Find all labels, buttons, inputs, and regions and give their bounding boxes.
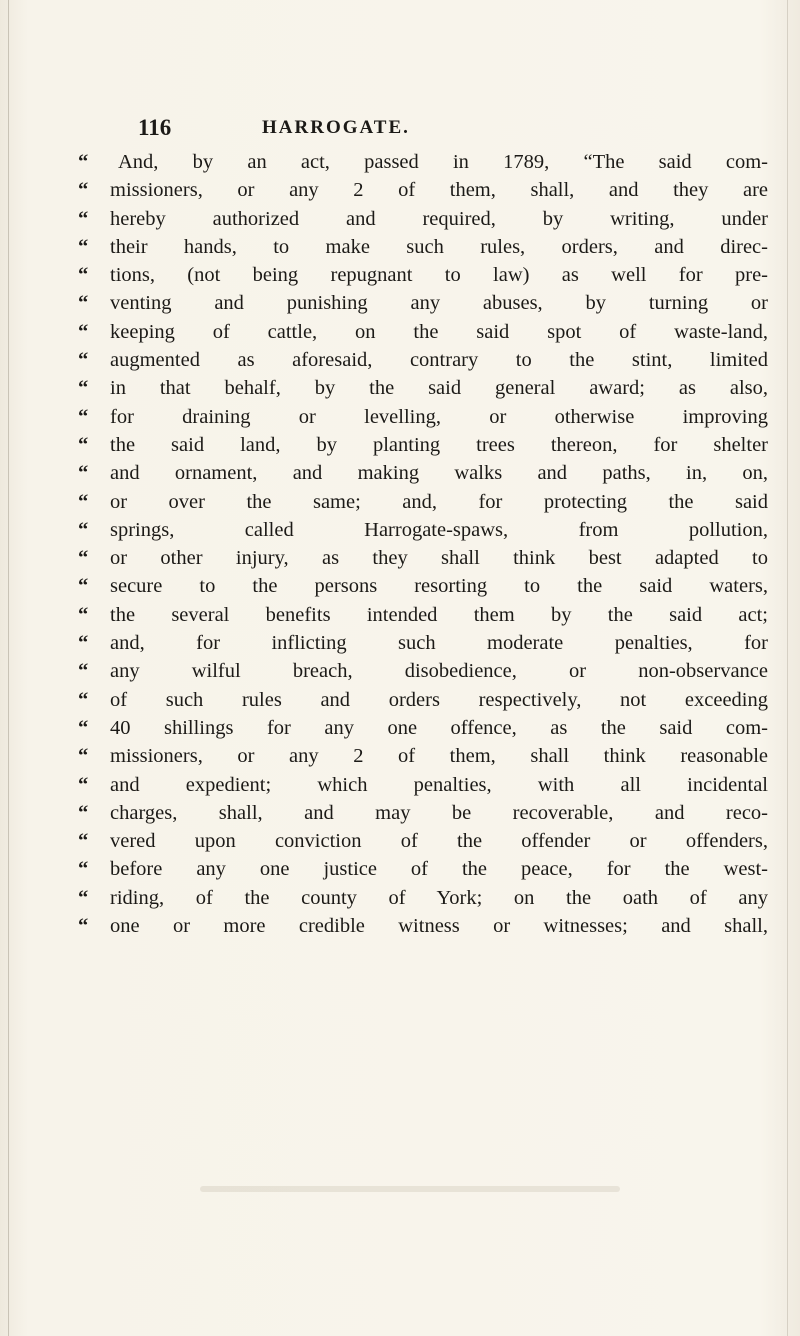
quotation-mark: “ xyxy=(78,575,89,598)
line-text: of such rules and orders respectively, not exceeding xyxy=(110,688,768,711)
text-line xyxy=(78,827,768,855)
quotation-mark: “ xyxy=(78,660,89,683)
text-line xyxy=(78,771,768,799)
text-line xyxy=(78,374,768,402)
line-text: secure to the persons resorting to the said waters, xyxy=(110,575,768,598)
quotation-mark: “ xyxy=(78,405,89,428)
text-line xyxy=(78,855,768,883)
quotation-mark: “ xyxy=(78,292,89,315)
quotation-mark: “ xyxy=(78,632,89,655)
page-left-edge xyxy=(8,0,9,1336)
line-text: or other injury, as they shall think best adapted to xyxy=(110,547,768,570)
line-text: before any one justice of the peace, for the west- xyxy=(110,858,768,881)
line-text: or over the same; and, for protecting the said xyxy=(110,490,768,513)
text-line xyxy=(78,431,768,459)
quotation-mark: “ xyxy=(78,915,89,938)
line-text: hereby authorized and required, by writing, under xyxy=(110,207,768,230)
line-text: charges, shall, and may be recoverable, and reco- xyxy=(110,801,768,824)
text-line xyxy=(78,799,768,827)
line-text: riding, of the county of York; on the oath of any xyxy=(110,886,768,909)
line-text: in that behalf, by the said general award; as also, xyxy=(110,377,768,400)
line-text: and ornament, and making walks and paths, in, on, xyxy=(110,462,768,485)
text-line xyxy=(78,488,768,516)
text-line xyxy=(78,544,768,572)
line-text: one or more credible witness or witnesses; and shall, xyxy=(110,915,768,938)
quotation-mark: “ xyxy=(78,716,89,739)
line-text: augmented as aforesaid, contrary to the stint, limited xyxy=(110,349,768,372)
text-line xyxy=(78,601,768,629)
quotation-mark: “ xyxy=(78,830,89,853)
body-text xyxy=(78,148,768,940)
quotation-mark: “ xyxy=(78,264,89,287)
quotation-mark: “ xyxy=(78,235,89,258)
line-text: and, for inflicting such moderate penalties, for xyxy=(110,632,768,655)
line-text: And, by an act, passed in 1789, “The said com- xyxy=(118,151,768,173)
quotation-mark: “ xyxy=(78,377,89,400)
quotation-mark: “ xyxy=(78,320,89,343)
line-text: tions, (not being repugnant to law) as well for pre- xyxy=(110,264,768,287)
line-text: their hands, to make such rules, orders, and direc- xyxy=(110,235,768,258)
text-line xyxy=(78,459,768,487)
line-text: missioners, or any 2 of them, shall think reasonable xyxy=(110,745,768,768)
text-line xyxy=(78,686,768,714)
quotation-mark: “ xyxy=(78,858,89,881)
quotation-mark: “ xyxy=(78,801,89,824)
line-text: 40 shillings for any one offence, as the said com- xyxy=(110,716,768,739)
text-line xyxy=(78,742,768,770)
page-right-edge xyxy=(787,0,788,1336)
quotation-mark: “ xyxy=(78,179,89,202)
text-line xyxy=(78,318,768,346)
line-text: any wilful breach, disobedience, or non-observance xyxy=(110,660,768,683)
running-head: HARROGATE. xyxy=(262,117,410,138)
text-line xyxy=(78,176,768,204)
text-line xyxy=(78,912,768,940)
quotation-mark: “ xyxy=(78,490,89,513)
quotation-mark: “ xyxy=(78,603,89,626)
line-text: the said land, by planting trees thereon, for shelter xyxy=(110,433,768,456)
quotation-mark: “ xyxy=(78,547,89,570)
faded-print-mark xyxy=(200,1186,620,1192)
quotation-mark: “ xyxy=(78,207,89,230)
text-line xyxy=(78,233,768,261)
line-text: keeping of cattle, on the said spot of waste-land, xyxy=(110,320,768,343)
line-text: missioners, or any 2 of them, shall, and they are xyxy=(110,179,768,202)
text-line xyxy=(78,714,768,742)
quotation-mark: “ xyxy=(78,688,89,711)
text-line xyxy=(78,148,768,176)
quotation-mark: “ xyxy=(78,886,89,909)
text-line xyxy=(78,516,768,544)
line-text: springs, called Harrogate-spaws, from pollution, xyxy=(110,518,768,541)
text-line xyxy=(78,403,768,431)
quotation-mark: “ xyxy=(78,433,89,456)
quotation-mark: “ xyxy=(78,349,89,372)
text-line xyxy=(78,205,768,233)
line-text: the several benefits intended them by the said act; xyxy=(110,603,768,626)
text-line xyxy=(78,346,768,374)
quotation-mark: “ xyxy=(78,745,89,768)
quotation-mark: “ xyxy=(78,518,89,541)
page-number: 116 xyxy=(138,115,172,140)
quotation-mark: “ xyxy=(78,151,89,173)
line-text: venting and punishing any abuses, by turning or xyxy=(110,292,768,315)
line-text: and expedient; which penalties, with all incidental xyxy=(110,773,768,796)
text-line xyxy=(78,572,768,600)
quotation-mark: “ xyxy=(78,773,89,796)
line-text: vered upon conviction of the offender or offenders, xyxy=(110,830,768,853)
quotation-mark: “ xyxy=(78,462,89,485)
text-line xyxy=(78,289,768,317)
line-text: for draining or levelling, or otherwise improving xyxy=(110,405,768,428)
text-line xyxy=(78,657,768,685)
text-line xyxy=(78,884,768,912)
text-line xyxy=(78,261,768,289)
text-line xyxy=(78,629,768,657)
page-header xyxy=(138,115,698,145)
